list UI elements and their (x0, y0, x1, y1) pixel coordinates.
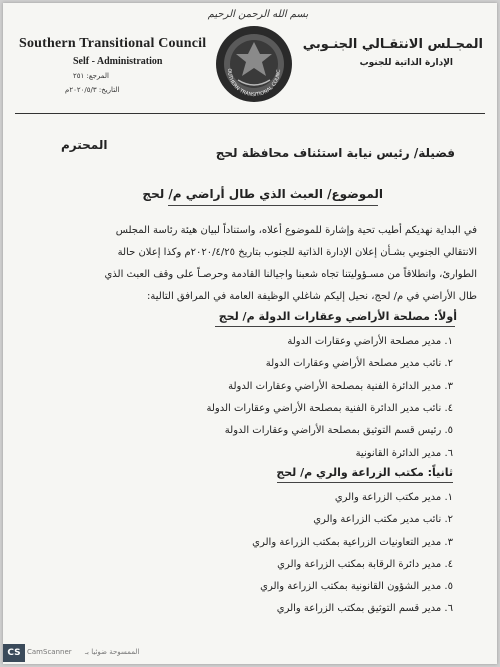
english-subtitle: Self - Administration (73, 56, 163, 67)
letter-date: التاريخ: ٢٠٢٠/٥/٣م (65, 86, 120, 94)
honorific: المحترم (61, 138, 108, 152)
list-item: ١. مدير مصلحة الأراضي وعقارات الدولة (287, 336, 453, 347)
section-underline (277, 482, 453, 483)
list-item: ٣. مدير التعاونيات الزراعية بمكتب الزراعة والري (252, 537, 453, 548)
list-item: ٦. مدير الدائرة القانونية (355, 448, 453, 459)
list-item: ٦. مدير قسم التوثيق بمكتب الزراعة والري (276, 603, 453, 614)
camscanner-logo-icon: CS (3, 644, 25, 662)
section-title-agriculture: ثانياً: مكتب الزراعة والري م/ لحج (276, 466, 453, 479)
section-underline (215, 326, 455, 327)
basmala-calligraphy: بسم الله الرحمن الرحيم (207, 9, 309, 20)
body-line: الانتقالي الجنوبي بشـأن إعلان الإدارة الذاتية للجنوب بتاريخ ٢٠٢٠/٤/٢٥م وكذا إعلان حالة (117, 247, 477, 258)
header-divider (15, 113, 485, 114)
list-item: ٢. نائب مدير مصلحة الأراضي وعقارات الدولة (265, 358, 453, 369)
list-item: ٥. مدير الشؤون القانونية بمكتب الزراعة والري (260, 581, 453, 592)
body-line: الطوارئ، وانطلاقاً من مسـؤوليتنا تجاه شعبنا واجيالنا القادمة وحرصـاً على وقف العبث الذي (104, 269, 477, 280)
list-item: ٣. مدير الدائرة الفنية بمصلحة الأراضي وعقارات الدولة (228, 381, 453, 392)
list-item: ٢. نائب مدير مكتب الزراعة والري (313, 514, 453, 525)
section-title-lands: أولاً: مصلحة الأراضي وعقارات الدولة م/ لحج (218, 310, 457, 323)
reference-number: المرجع: ٢٥١ (73, 72, 109, 80)
list-item: ٥. رئيس قسم التوثيق بمصلحة الأراضي وعقارات الدولة (224, 425, 453, 436)
arabic-council-title: المجـلس الانتقـالي الجنـوبي (302, 37, 483, 52)
camscanner-arabic-label: الممسوحة ضوئيا بـ (85, 648, 140, 656)
camscanner-label: CamScanner (27, 648, 72, 656)
list-item: ٤. نائب مدير الدائرة الفنية بمصلحة الأراضي وعقارات الدولة (206, 403, 453, 414)
council-emblem-icon (214, 24, 294, 104)
addressee-line: فضيلة/ رئيس نيابة استئناف محافظة لحج (215, 146, 455, 160)
subject-underline (168, 205, 378, 206)
arabic-subtitle: الإدارة الذاتية للجنوب (359, 58, 453, 68)
english-council-title: Southern Transitional Council (19, 36, 207, 51)
subject-line: الموضوع/ العبث الذي طال أراضي م/ لحج (142, 187, 383, 201)
letter-page (3, 3, 497, 664)
list-item: ١. مدير مكتب الزراعة والري (334, 492, 453, 503)
body-line: طال الأراضي في م/ لحج، نحيل إليكم شاغلي الوظيفة العامة في المرافق التالية: (147, 291, 477, 302)
list-item: ٤. مدير دائرة الرقابة بمكتب الزراعة والري (277, 559, 453, 570)
emblem-caption: OUTHERN TRANSITIONAL COUNC (225, 68, 283, 99)
body-line: في البداية نهديكم أطيب تحية وإشارة للموضوع أعلاه، واستناداً لبيان هيئة رئاسة المجلس (115, 225, 477, 236)
